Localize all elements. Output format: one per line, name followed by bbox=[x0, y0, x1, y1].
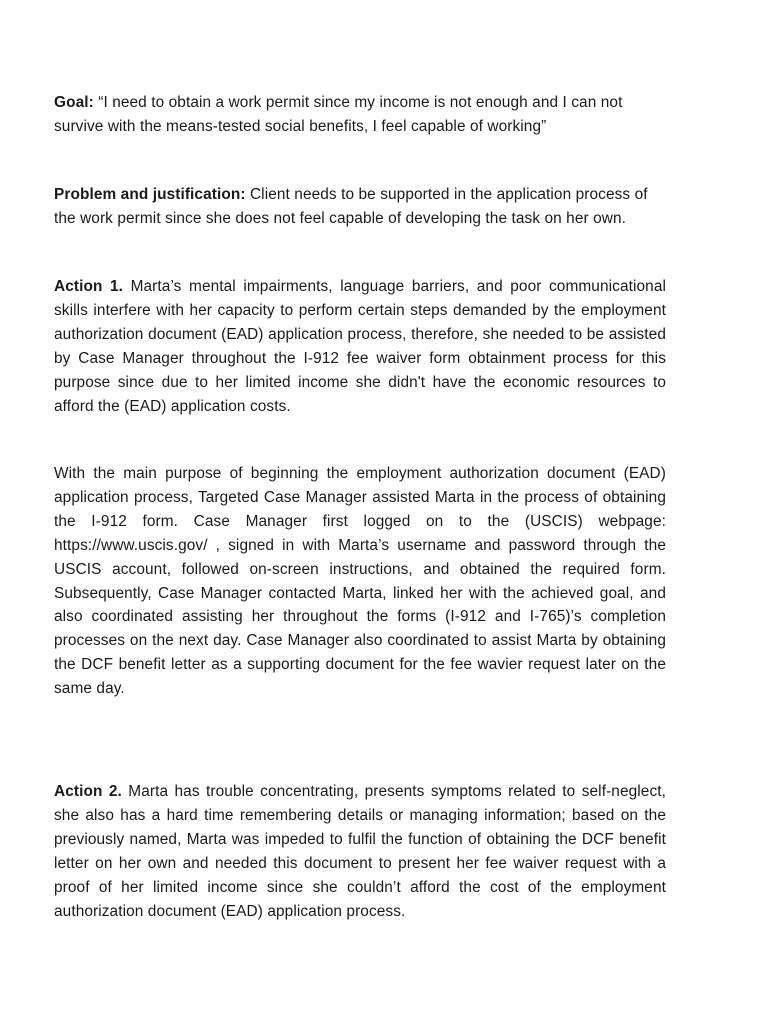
goal-paragraph bbox=[54, 91, 666, 139]
action-1-detail-text: With the main purpose of beginning the employment authorization document (EAD) application process, Targeted Case Manager assisted Marta in the process of obtaining the I-912 form. Case Manager first logged on to the (USCIS) webpage: https://www.uscis.gov/ , signed in with Marta’s username and password through the USCIS account, followed on-screen instructions, and obtained the required form. Subsequently, Case Manager contacted Marta, linked her with the achieved goal, and also coordinated assisting her throughout the forms (I-912 and I-765)’s completion processes on the next day. Case Manager also coordinated to assist Marta by obtaining the DCF benefit letter as a supporting document for the fee wavier request later on the same day. bbox=[54, 465, 666, 698]
goal-text: “I need to obtain a work permit since my income is not enough and I can not survive with the means-tested social benefits, I feel capable of working” bbox=[54, 94, 623, 135]
action-2-paragraph bbox=[54, 780, 666, 923]
goal-label: Goal: bbox=[54, 94, 94, 111]
problem-text: Client needs to be supported in the application process of the work permit since she does not feel capable of developing the task on her own. bbox=[54, 186, 648, 227]
action-1-text: Marta’s mental impairments, language barriers, and poor communicational skills interfere with her capacity to perform certain steps demanded by the employment authorization document (EAD) application process, therefore, she needed to be assisted by Case Manager throughout the I-912 fee waiver form obtainment process for this purpose since due to her limited income she didn't have the economic resources to afford the (EAD) application costs. bbox=[54, 278, 666, 415]
action-2-text: Marta has trouble concentrating, presents symptoms related to self-neglect, she also has a hard time remembering details or managing information; based on the previously named, Marta was impeded to fulfil the function of obtaining the DCF benefit letter on her own and needed this document to present her fee waiver request with a proof of her limited income since she couldn’t afford the cost of the employment authorization document (EAD) application process. bbox=[54, 783, 666, 920]
problem-label: Problem and justification: bbox=[54, 186, 246, 203]
action-1-detail-paragraph bbox=[54, 462, 666, 701]
problem-paragraph bbox=[54, 183, 666, 231]
action-2-label: Action 2. bbox=[54, 783, 122, 800]
action-1-paragraph bbox=[54, 275, 666, 418]
action-1-label: Action 1. bbox=[54, 278, 124, 295]
